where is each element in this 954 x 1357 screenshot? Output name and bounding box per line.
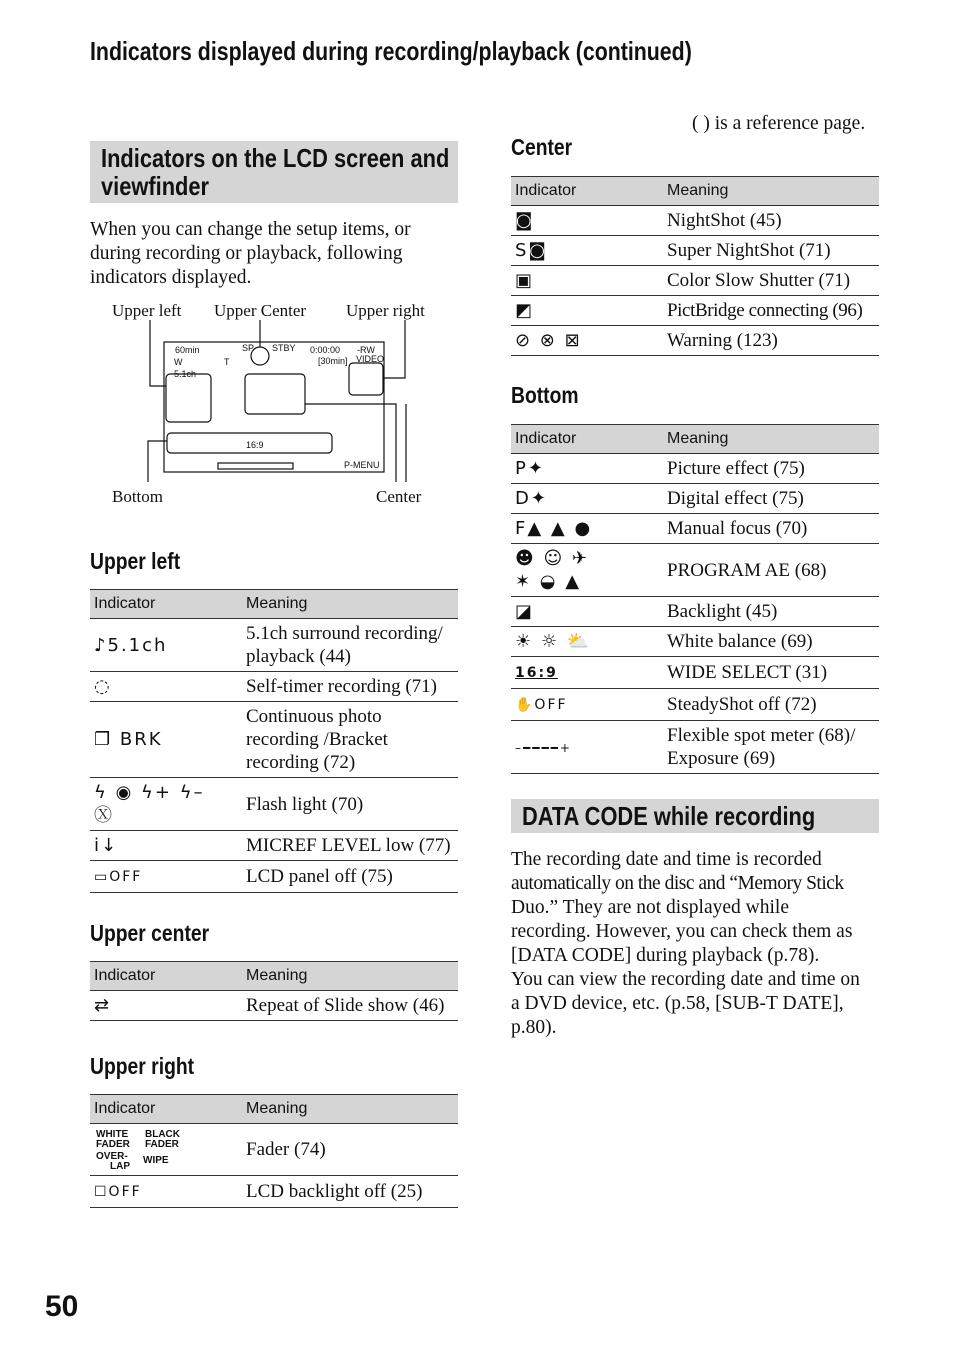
table-row: ☀ ☼ ⛅ White balance (69) xyxy=(511,627,879,657)
svg-text:VIDEO: VIDEO xyxy=(356,354,385,364)
flash-icon: ϟ ◉ ϟ+ ϟ– xyxy=(94,782,205,803)
data-code-title: DATA CODE while recording xyxy=(511,799,879,833)
table-row: F▲ ▲ ● Manual focus (70) xyxy=(511,514,879,544)
self-timer-icon: ◌ xyxy=(94,676,112,697)
steadyshot-off-icon: ✋OFF xyxy=(515,697,568,713)
svg-text:16:9: 16:9 xyxy=(246,440,264,450)
table-row: ϟ ◉ ϟ+ ϟ– Ⓧ Flash light (70) xyxy=(90,778,458,831)
warning-icon: ⊘ ⊗ ⊠ xyxy=(515,330,582,351)
data-code-text: The recording date and time is recorded automatically on the disc and “Memory Stick Duo.” They are not displayed while recording. However, you can check them as [DATA CODE] during playback (p.78). You can view the recording date and time on a DVD device, etc. (p.58, [SUB-T DATE], p.80). xyxy=(511,849,860,1038)
table-row: D✦ Digital effect (75) xyxy=(511,484,879,514)
lcd-diagram xyxy=(100,296,450,512)
continuous-bracket-icon: ❐ BRK xyxy=(94,729,163,750)
digital-effect-icon: D✦ xyxy=(515,488,548,509)
table-row: ✋OFF SteadyShot off (72) xyxy=(511,689,879,721)
table-row: ⊘ ⊗ ⊠ Warning (123) xyxy=(511,326,879,356)
svg-text:T: T xyxy=(224,357,230,367)
table-row: ◙ NightShot (45) xyxy=(511,206,879,236)
page-header: Indicators displayed during recording/playback (continued) xyxy=(90,36,692,66)
svg-text:0:00:00: 0:00:00 xyxy=(310,345,341,355)
label-bottom: Bottom xyxy=(112,487,164,506)
center-heading: Center xyxy=(511,134,573,160)
super-nightshot-icon: S◙ xyxy=(515,240,548,261)
table-row: ◪ Backlight (45) xyxy=(511,597,879,627)
program-ae-icon: ☻ ☺ ✈ xyxy=(515,548,590,569)
upper-center-heading: Upper center xyxy=(90,920,210,946)
picture-effect-icon: P✦ xyxy=(515,458,545,479)
svg-text:[30min]: [30min] xyxy=(318,356,348,366)
table-row: P✦ Picture effect (75) xyxy=(511,454,879,484)
repeat-slideshow-icon: ⇄ xyxy=(94,995,112,1016)
lcd-section-title: Indicators on the LCD screen and viewfinder xyxy=(90,141,458,203)
upper-left-heading: Upper left xyxy=(90,548,181,574)
table-row: ▭OFF LCD panel off (75) xyxy=(90,861,458,893)
nightshot-icon: ◙ xyxy=(515,210,535,231)
upper-right-heading: Upper right xyxy=(90,1053,195,1079)
center-table: Indicator Meaning ◙ NightShot (45) S◙ Super NightShot (71) ▣ Color Slow Shutter (71) ◩ PictBridge connecting (96) ⊘ ⊗ ⊠ Warning (123) xyxy=(511,176,879,356)
label-upper-left: Upper left xyxy=(112,301,182,320)
surround-51ch-icon: ♪5.1ch xyxy=(94,634,168,656)
manual-focus-icon: F▲ ▲ ● xyxy=(515,518,593,539)
fader-icon: WHITE FADER BLACK FADER OVER- LAP WIPE xyxy=(96,1128,180,1172)
svg-text:W: W xyxy=(174,357,183,367)
table-row: ⅰ↓ MICREF LEVEL low (77) xyxy=(90,831,458,861)
color-slow-shutter-icon: ▣ xyxy=(515,270,535,291)
svg-text:P-MENU: P-MENU xyxy=(344,460,380,470)
lcd-panel-off-icon: ▭OFF xyxy=(94,869,143,885)
svg-text:STBY: STBY xyxy=(272,343,296,353)
wide-select-icon: 16:9 xyxy=(515,665,558,681)
table-row: ❐ BRK Continuous photo recording /Bracket recording (72) xyxy=(90,702,458,778)
table-row: ◩ PictBridge connecting (96) xyxy=(511,296,879,326)
table-row: ♪5.1ch 5.1ch surround recording/ playback (44) xyxy=(90,619,458,672)
svg-text:5.1ch: 5.1ch xyxy=(174,369,197,379)
svg-text:60min: 60min xyxy=(175,345,200,355)
table-row: S◙ Super NightShot (71) xyxy=(511,236,879,266)
spot-meter-bar-icon: –━━━━+ xyxy=(515,740,572,755)
svg-text:SP: SP xyxy=(242,343,255,353)
table-row: ☻ ☺ ✈ ✶ ◒ ▲ PROGRAM AE (68) xyxy=(511,544,879,597)
upper-center-table: Indicator Meaning ⇄ Repeat of Slide show (46) xyxy=(90,961,458,1021)
table-row: ▣ Color Slow Shutter (71) xyxy=(511,266,879,296)
label-upper-center: Upper Center xyxy=(214,301,307,320)
label-upper-right: Upper right xyxy=(346,301,425,320)
table-row: ◌ Self-timer recording (71) xyxy=(90,672,458,702)
label-center: Center xyxy=(376,487,422,506)
bottom-heading: Bottom xyxy=(511,382,579,408)
table-row: ⇄ Repeat of Slide show (46) xyxy=(90,991,458,1021)
micref-low-icon: ⅰ↓ xyxy=(94,835,119,856)
backlight-icon: ◪ xyxy=(515,601,535,622)
lcd-screen-diagram xyxy=(100,296,450,512)
white-balance-icon: ☀ ☼ ⛅ xyxy=(515,631,592,652)
table-row: WHITE FADER BLACK FADER OVER- LAP WIPE Fader (74) xyxy=(90,1124,458,1176)
bottom-table: Indicator Meaning P✦ Picture effect (75) D✦ Digital effect (75) F▲ ▲ ● Manual focus (70) ☻ ☺ ✈ ✶ ◒ ▲ PROGRAM AE (68) ◪ Backlight (45) ☀ ☼ ⛅ White balance (69) 16:9 WIDE SELECT (31) ✋OFF SteadyShot off (72) –━━━━+ Flexible spot meter (68)/ Exposure (69) xyxy=(511,424,879,774)
pictbridge-icon: ◩ xyxy=(515,300,535,321)
svg-text:-RW: -RW xyxy=(357,345,375,355)
lcd-backlight-off-icon: ☐OFF xyxy=(94,1184,142,1200)
table-row: –━━━━+ Flexible spot meter (68)/ Exposure (69) xyxy=(511,721,879,774)
reference-note: ( ) is a reference page. xyxy=(692,113,866,134)
lcd-intro: When you can change the setup items, or during recording or playback, following indicators displayed. xyxy=(90,219,411,288)
upper-right-table: Indicator Meaning WHITE FADER BLACK FADER OVER- LAP WIPE Fader (74) ☐OFF LCD backlight off (25) xyxy=(90,1094,458,1208)
table-row: 16:9 WIDE SELECT (31) xyxy=(511,657,879,689)
upper-left-table: Indicator Meaning ♪5.1ch 5.1ch surround recording/ playback (44) ◌ Self-timer recording (71) ❐ BRK Continuous photo recording /Bracket recording (72) ϟ ◉ ϟ+ ϟ– Ⓧ Flash light (70) ⅰ↓ MICREF LEVEL low (77) ▭OFF LCD panel off (75) xyxy=(90,589,458,893)
table-row: ☐OFF LCD backlight off (25) xyxy=(90,1176,458,1208)
page-number: 50 xyxy=(45,1290,79,1323)
